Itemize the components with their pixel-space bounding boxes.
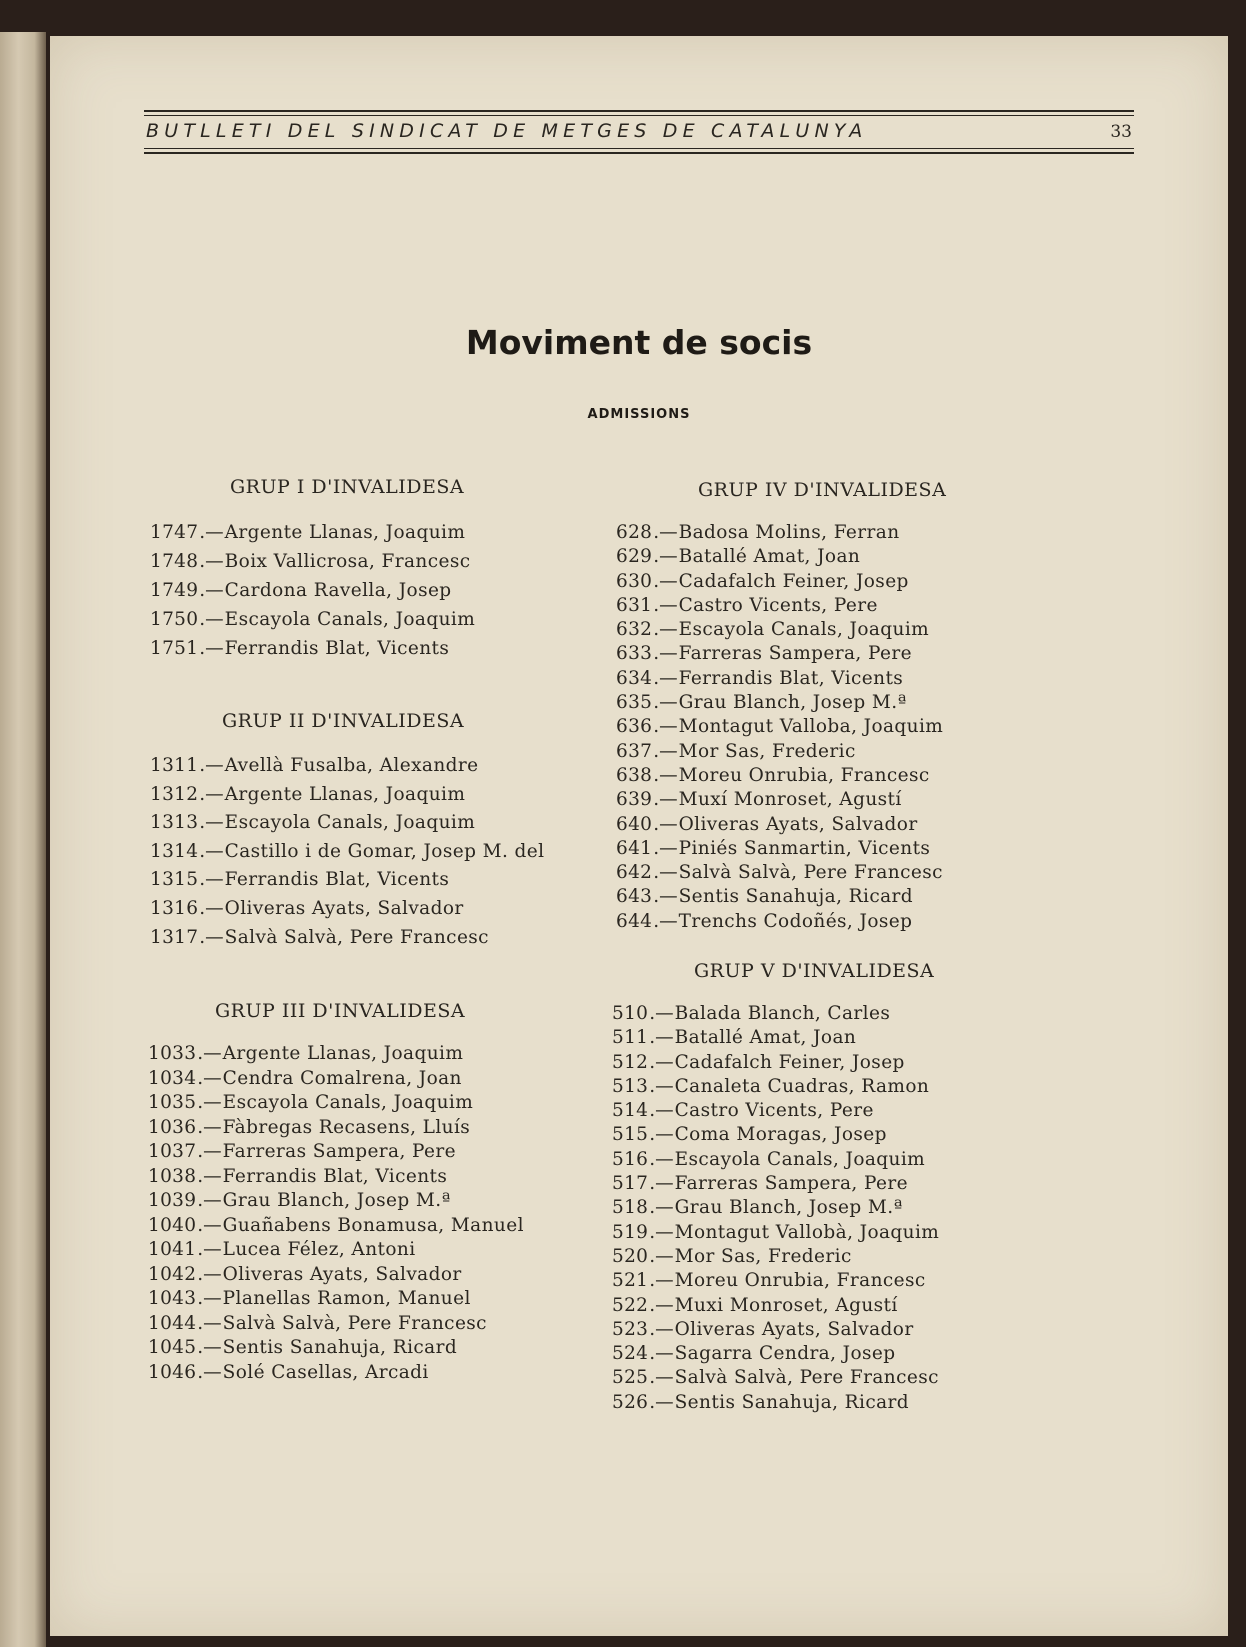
member-name: Farreras Sampera, Pere xyxy=(222,1141,456,1162)
member-name: Fàbregas Recasens, Lluís xyxy=(222,1116,471,1138)
list-item xyxy=(612,1391,939,1415)
member-number: 1315 xyxy=(150,869,199,891)
member-number: 519 xyxy=(612,1221,649,1243)
separator-dash: .— xyxy=(649,1270,674,1292)
member-number: 640 xyxy=(616,813,653,835)
separator-dash: .— xyxy=(199,840,224,862)
list-item xyxy=(150,924,544,953)
member-name: Farreras Sampera, Pere xyxy=(678,643,912,665)
list-item xyxy=(148,1287,524,1312)
group-heading: GRUP V D'INVALIDESA xyxy=(694,960,935,982)
separator-dash: .— xyxy=(649,1391,674,1413)
member-name: Grau Blanch, Josep M.ª xyxy=(222,1190,451,1211)
member-name: Escayola Canals, Joaquim xyxy=(222,1092,474,1113)
list-item xyxy=(616,788,946,812)
list-item xyxy=(150,752,544,781)
member-number: 520 xyxy=(612,1245,649,1267)
list-item xyxy=(616,691,946,715)
member-number: 516 xyxy=(612,1148,649,1170)
member-number: 522 xyxy=(612,1294,649,1316)
list-item xyxy=(612,1366,939,1390)
member-list xyxy=(616,521,946,934)
member-name: Batallé Amat, Joan xyxy=(674,1027,857,1049)
member-number: 1037 xyxy=(148,1141,197,1162)
separator-dash: .— xyxy=(653,862,678,884)
member-number: 514 xyxy=(612,1100,649,1122)
member-name: Ferrandis Blat, Vicents xyxy=(678,667,904,689)
member-number: 635 xyxy=(616,692,653,714)
member-number: 631 xyxy=(616,594,653,616)
member-number: 523 xyxy=(612,1318,649,1340)
group-2 xyxy=(150,710,544,952)
member-name: Boix Vallicrosa, Francesc xyxy=(224,551,471,572)
list-item xyxy=(616,813,946,837)
list-item xyxy=(612,1172,939,1196)
separator-dash: .— xyxy=(197,1165,222,1187)
member-name: Salvà Salvà, Pere Francesc xyxy=(224,926,489,948)
member-number: 632 xyxy=(616,619,653,641)
list-item xyxy=(148,1116,524,1141)
member-name: Ferrandis Blat, Vicents xyxy=(224,638,450,659)
member-list xyxy=(612,1002,939,1415)
member-number: 510 xyxy=(612,1003,649,1024)
separator-dash: .— xyxy=(653,910,678,932)
member-number: 1311 xyxy=(150,755,199,776)
separator-dash: .— xyxy=(649,1221,674,1243)
separator-dash: .— xyxy=(649,1003,674,1024)
separator-dash: .— xyxy=(197,1190,222,1211)
member-list xyxy=(150,752,544,952)
separator-dash: .— xyxy=(197,1263,222,1285)
member-number: 1313 xyxy=(150,812,199,834)
separator-dash: .— xyxy=(199,551,224,572)
member-name: Oliveras Ayats, Salvador xyxy=(222,1263,462,1285)
separator-dash: .— xyxy=(649,1051,674,1073)
separator-dash: .— xyxy=(199,522,224,543)
member-number: 1034 xyxy=(148,1067,197,1089)
member-number: 521 xyxy=(612,1270,649,1292)
member-number: 641 xyxy=(616,837,653,859)
group-1 xyxy=(150,476,475,663)
member-name: Guañabens Bonamusa, Manuel xyxy=(222,1214,524,1236)
member-name: Batallé Amat, Joan xyxy=(678,546,861,568)
member-number: 526 xyxy=(612,1391,649,1413)
member-name: Cardona Ravella, Josep xyxy=(224,580,452,601)
member-name: Salvà Salvà, Pere Francesc xyxy=(678,862,943,884)
separator-dash: .— xyxy=(649,1173,674,1195)
list-item xyxy=(150,576,475,605)
book-binding xyxy=(0,32,46,1647)
separator-dash: .— xyxy=(197,1337,222,1358)
list-item xyxy=(616,885,946,909)
member-number: 629 xyxy=(616,546,653,568)
member-name: Trenchs Codoñés, Josep xyxy=(678,910,913,932)
list-item xyxy=(616,837,946,861)
member-number: 1045 xyxy=(148,1337,197,1358)
separator-dash: .— xyxy=(649,1318,674,1340)
member-number: 644 xyxy=(616,910,653,932)
member-number: 633 xyxy=(616,643,653,665)
group-heading: GRUP II D'INVALIDESA xyxy=(222,710,465,732)
separator-dash: .— xyxy=(199,638,224,659)
list-item xyxy=(612,1099,939,1123)
member-number: 1316 xyxy=(150,897,199,919)
member-name: Grau Blanch, Josep M.ª xyxy=(678,692,907,714)
separator-dash: .— xyxy=(653,789,678,811)
list-item xyxy=(148,1189,524,1214)
page-number: 33 xyxy=(1110,122,1132,142)
list-item xyxy=(148,1214,524,1239)
member-name: Argente Llanas, Joaquim xyxy=(224,522,466,543)
group-heading: GRUP I D'INVALIDESA xyxy=(230,476,465,498)
list-item xyxy=(150,518,475,547)
separator-dash: .— xyxy=(197,1361,222,1383)
group-3 xyxy=(148,1000,524,1385)
member-number: 630 xyxy=(616,570,653,592)
member-number: 1036 xyxy=(148,1116,197,1138)
member-number: 637 xyxy=(616,740,653,762)
member-name: Argente Llanas, Joaquim xyxy=(222,1043,464,1064)
separator-dash: .— xyxy=(649,1100,674,1122)
separator-dash: .— xyxy=(649,1148,674,1170)
list-item xyxy=(612,1075,939,1099)
member-number: 524 xyxy=(612,1343,649,1365)
member-number: 1041 xyxy=(148,1239,197,1260)
separator-dash: .— xyxy=(649,1343,674,1365)
list-item xyxy=(612,1123,939,1147)
separator-dash: .— xyxy=(199,812,224,834)
member-number: 636 xyxy=(616,716,653,738)
list-item xyxy=(612,1245,939,1269)
member-number: 634 xyxy=(616,667,653,689)
member-list xyxy=(148,1042,524,1385)
list-item xyxy=(612,1002,939,1026)
list-item xyxy=(612,1269,939,1293)
list-item xyxy=(616,618,946,642)
separator-dash: .— xyxy=(653,546,678,568)
header-rule-bottom xyxy=(144,148,1134,154)
member-number: 1042 xyxy=(148,1263,197,1285)
member-name: Sagarra Cendra, Josep xyxy=(674,1343,896,1365)
list-item xyxy=(148,1140,524,1165)
group-4 xyxy=(616,479,946,934)
list-item xyxy=(150,895,544,924)
member-number: 518 xyxy=(612,1197,649,1219)
member-number: 1035 xyxy=(148,1092,197,1113)
member-name: Moreu Onrubia, Francesc xyxy=(678,764,930,786)
member-name: Piniés Sanmartin, Vicents xyxy=(678,837,931,859)
separator-dash: .— xyxy=(197,1312,222,1334)
separator-dash: .— xyxy=(197,1092,222,1113)
list-item xyxy=(150,634,475,663)
separator-dash: .— xyxy=(199,926,224,948)
separator-dash: .— xyxy=(197,1214,222,1236)
separator-dash: .— xyxy=(653,740,678,762)
member-number: 638 xyxy=(616,764,653,786)
member-name: Muxí Monroset, Agustí xyxy=(678,789,902,811)
list-item xyxy=(148,1042,524,1067)
member-name: Ferrandis Blat, Vicents xyxy=(224,869,450,891)
member-number: 1033 xyxy=(148,1043,197,1064)
page-title: Moviment de socis xyxy=(465,323,813,362)
member-number: 1747 xyxy=(150,522,199,543)
list-item xyxy=(150,547,475,576)
member-name: Solé Casellas, Arcadi xyxy=(222,1361,429,1383)
member-name: Escayola Canals, Joaquim xyxy=(224,812,476,834)
list-item xyxy=(612,1148,939,1172)
separator-dash: .— xyxy=(197,1239,222,1260)
member-name: Castro Vicents, Pere xyxy=(674,1100,874,1122)
header-rule-top xyxy=(144,110,1134,116)
list-item xyxy=(150,866,544,895)
list-item xyxy=(616,642,946,666)
list-item xyxy=(616,764,946,788)
member-name: Castro Vicents, Pere xyxy=(678,594,878,616)
member-number: 525 xyxy=(612,1367,649,1389)
group-heading: GRUP III D'INVALIDESA xyxy=(215,1000,466,1022)
member-number: 642 xyxy=(616,862,653,884)
list-item xyxy=(612,1026,939,1050)
list-item xyxy=(612,1051,939,1075)
list-item xyxy=(616,521,946,545)
member-name: Oliveras Ayats, Salvador xyxy=(678,813,918,835)
member-number: 639 xyxy=(616,789,653,811)
member-name: Sentis Sanahuja, Ricard xyxy=(678,886,913,908)
running-title: BUTLLETI DEL SINDICAT DE METGES DE CATALUNYA xyxy=(146,120,868,142)
list-item xyxy=(616,545,946,569)
member-number: 628 xyxy=(616,522,653,543)
member-name: Moreu Onrubia, Francesc xyxy=(674,1270,926,1292)
member-number: 1043 xyxy=(148,1288,197,1309)
separator-dash: .— xyxy=(649,1027,674,1049)
member-name: Escayola Canals, Joaquim xyxy=(674,1148,926,1170)
separator-dash: .— xyxy=(649,1367,674,1389)
member-name: Badosa Molins, Ferran xyxy=(678,522,900,543)
separator-dash: .— xyxy=(199,869,224,891)
separator-dash: .— xyxy=(653,813,678,835)
separator-dash: .— xyxy=(653,764,678,786)
member-name: Coma Moragas, Josep xyxy=(674,1124,887,1146)
separator-dash: .— xyxy=(197,1067,222,1089)
list-item xyxy=(612,1342,939,1366)
list-item xyxy=(148,1312,524,1337)
member-name: Balada Blanch, Carles xyxy=(674,1003,891,1024)
member-number: 1317 xyxy=(150,926,199,948)
member-name: Sentis Sanahuja, Ricard xyxy=(222,1337,458,1358)
list-item xyxy=(616,715,946,739)
member-number: 515 xyxy=(612,1124,649,1146)
member-number: 1748 xyxy=(150,551,199,572)
member-name: Grau Blanch, Josep M.ª xyxy=(674,1197,903,1219)
list-item xyxy=(150,781,544,810)
separator-dash: .— xyxy=(653,667,678,689)
member-name: Muxi Monroset, Agustí xyxy=(674,1294,898,1316)
member-name: Lucea Félez, Antoni xyxy=(222,1239,416,1260)
member-number: 513 xyxy=(612,1075,649,1097)
member-name: Escayola Canals, Joaquim xyxy=(224,609,476,630)
member-number: 511 xyxy=(612,1027,649,1049)
list-item xyxy=(616,861,946,885)
member-name: Canaleta Cuadras, Ramon xyxy=(674,1075,930,1097)
separator-dash: .— xyxy=(653,716,678,738)
separator-dash: .— xyxy=(653,886,678,908)
member-number: 1038 xyxy=(148,1165,197,1187)
section-subtitle: ADMISSIONS xyxy=(587,407,691,422)
member-name: Salvà Salvà, Pere Francesc xyxy=(674,1367,939,1389)
list-item xyxy=(616,910,946,934)
list-item xyxy=(148,1336,524,1361)
group-5 xyxy=(612,960,939,1415)
member-number: 1040 xyxy=(148,1214,197,1236)
list-item xyxy=(148,1067,524,1092)
member-name: Argente Llanas, Joaquim xyxy=(224,783,466,805)
list-item xyxy=(150,838,544,867)
member-name: Mor Sas, Frederic xyxy=(674,1245,852,1267)
member-number: 517 xyxy=(612,1173,649,1195)
separator-dash: .— xyxy=(197,1141,222,1162)
running-header xyxy=(146,120,1136,146)
member-name: Planellas Ramon, Manuel xyxy=(222,1288,471,1309)
member-name: Oliveras Ayats, Salvador xyxy=(224,897,464,919)
member-number: 1749 xyxy=(150,580,199,601)
separator-dash: .— xyxy=(199,609,224,630)
list-item xyxy=(612,1221,939,1245)
member-name: Sentis Sanahuja, Ricard xyxy=(674,1391,909,1413)
member-name: Cadafalch Feiner, Josep xyxy=(678,570,909,592)
member-number: 512 xyxy=(612,1051,649,1073)
separator-dash: .— xyxy=(199,755,224,776)
separator-dash: .— xyxy=(199,783,224,805)
list-item xyxy=(616,740,946,764)
member-name: Farreras Sampera, Pere xyxy=(674,1173,908,1195)
member-number: 643 xyxy=(616,886,653,908)
member-number: 1039 xyxy=(148,1190,197,1211)
list-item xyxy=(148,1361,524,1386)
journal-page xyxy=(50,36,1228,1636)
separator-dash: .— xyxy=(197,1288,222,1309)
list-item xyxy=(616,570,946,594)
member-name: Montagut Valloba, Joaquim xyxy=(678,716,944,738)
separator-dash: .— xyxy=(653,594,678,616)
separator-dash: .— xyxy=(653,522,678,543)
separator-dash: .— xyxy=(649,1245,674,1267)
group-heading: GRUP IV D'INVALIDESA xyxy=(698,479,947,501)
separator-dash: .— xyxy=(653,570,678,592)
member-name: Cendra Comalrena, Joan xyxy=(222,1067,462,1089)
separator-dash: .— xyxy=(653,692,678,714)
member-number: 1312 xyxy=(150,783,199,805)
list-item xyxy=(612,1318,939,1342)
member-name: Castillo i de Gomar, Josep M. del xyxy=(224,840,545,862)
member-list xyxy=(150,518,475,663)
member-number: 1044 xyxy=(148,1312,197,1334)
list-item xyxy=(150,605,475,634)
member-name: Oliveras Ayats, Salvador xyxy=(674,1318,914,1340)
member-name: Escayola Canals, Joaquim xyxy=(678,619,930,641)
member-number: 1751 xyxy=(150,638,199,659)
member-name: Salvà Salvà, Pere Francesc xyxy=(222,1312,487,1334)
separator-dash: .— xyxy=(649,1124,674,1146)
separator-dash: .— xyxy=(199,897,224,919)
separator-dash: .— xyxy=(653,619,678,641)
member-name: Ferrandis Blat, Vicents xyxy=(222,1165,448,1187)
member-number: 1750 xyxy=(150,609,199,630)
member-number: 1314 xyxy=(150,840,199,862)
member-name: Avellà Fusalba, Alexandre xyxy=(224,755,479,776)
separator-dash: .— xyxy=(199,580,224,601)
list-item xyxy=(612,1294,939,1318)
member-name: Cadafalch Feiner, Josep xyxy=(674,1051,905,1073)
separator-dash: .— xyxy=(653,837,678,859)
member-name: Mor Sas, Frederic xyxy=(678,740,856,762)
separator-dash: .— xyxy=(197,1116,222,1138)
separator-dash: .— xyxy=(649,1075,674,1097)
list-item xyxy=(616,667,946,691)
list-item xyxy=(616,594,946,618)
member-name: Montagut Vallobà, Joaquim xyxy=(674,1221,940,1243)
list-item xyxy=(150,809,544,838)
separator-dash: .— xyxy=(649,1294,674,1316)
separator-dash: .— xyxy=(197,1043,222,1064)
separator-dash: .— xyxy=(653,643,678,665)
list-item xyxy=(148,1238,524,1263)
list-item xyxy=(612,1196,939,1220)
list-item xyxy=(148,1091,524,1116)
member-number: 1046 xyxy=(148,1361,197,1383)
separator-dash: .— xyxy=(649,1197,674,1219)
list-item xyxy=(148,1263,524,1288)
list-item xyxy=(148,1165,524,1190)
